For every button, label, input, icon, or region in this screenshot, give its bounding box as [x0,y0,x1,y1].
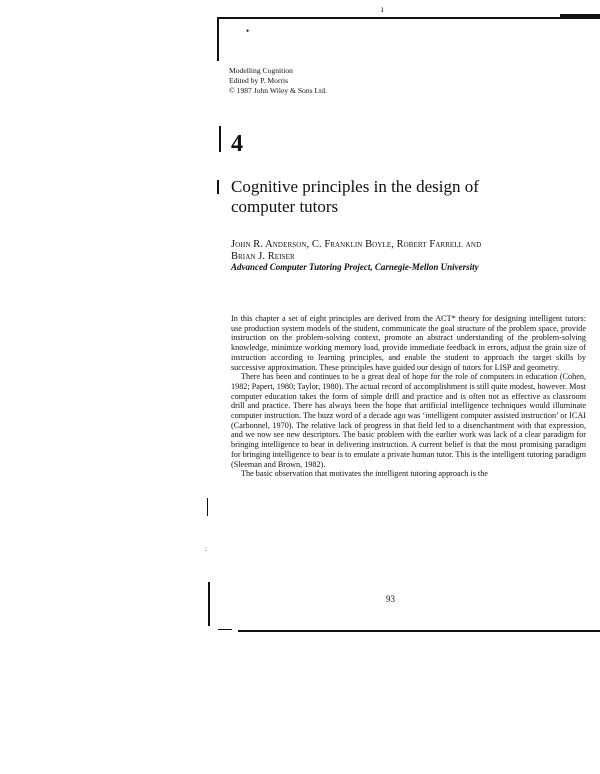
author-list [231,239,581,262]
scan-mark-dot: • [246,26,250,36]
body-paragraph-2: There has been and continues to be a great deal of hope for the role of computers in education (Cohen, 1982; Papert, 1980; Taylor, 1980). The actual record of accomplishment is still quite modest, however. Most computer education takes the form of simple drill and practice and is often not as effective as classroom drill and practice. There has always been the hope that artificial intelligence techniques would illuminate computer instruction. The buzz word of a decade ago was ‘intelligent computer assisted instruction’ or ICAI (Carbonnel, 1970). The relative lack of progress in that field led to a disenchantment with that expression, and we now see new descriptors. The basic problem with the earlier work was lack of a clear paradigm for bringing intelligence to bear in delivering instruction. A current belief is that the most promising paradigm for bringing intelligence to bear is to emulate a private human tutor. This is the intelligent tutoring paradigm (Sleeman and Brown, 1982). [231,372,586,469]
scan-mark-side: : [205,545,207,553]
abstract-paragraph: In this chapter a set of eight principles are derived from the ACT* theory for designing intelligent tutors: use production system models of the student, communicate the goal structure of the problem space, provide instruction on the problem-solving context, promote an abstract understanding of the problem-solving knowledge, minimize working memory load, provide immediate feedback in errors, adjust the grain size of instruction according to learning principles, and enable the student to approach the target skills by successive approximation. These principles have guided our design of tutors for LISP and geometry. [231,314,586,372]
top-rule [218,17,600,19]
chapter-title-line2: computer tutors [231,197,339,216]
copyright-line: © 1987 John Wiley & Sons Ltd. [229,85,327,95]
body-text [231,314,586,479]
left-margin-bar-1 [219,126,221,152]
authors-line2: Brian J. Reiser [231,250,295,262]
top-left-bracket [217,17,219,61]
series-title: Modelling Cognition [229,66,293,75]
left-margin-bar-3 [207,498,208,516]
chapter-title [231,177,571,217]
left-margin-bar-4 [208,582,210,626]
bottom-rule-short [218,629,232,630]
publication-info [229,66,327,95]
page-number: 93 [386,594,395,604]
authors-line1: John R. Anderson, C. Franklin Boyle, Robert Farrell and [231,239,482,250]
chapter-title-line1: Cognitive principles in the design of [231,177,479,196]
affiliation: Advanced Computer Tutoring Project, Carnegie-Mellon University [231,262,479,272]
left-margin-bar-2 [217,180,219,194]
body-paragraph-3: The basic observation that motivates the intelligent tutoring approach is the [241,469,488,479]
editor-line: Edited by P. Morris [229,75,289,85]
scan-mark-top: ı [381,4,384,14]
chapter-number: 4 [231,131,243,157]
bottom-rule [238,630,600,632]
top-rule-thick [560,14,600,18]
